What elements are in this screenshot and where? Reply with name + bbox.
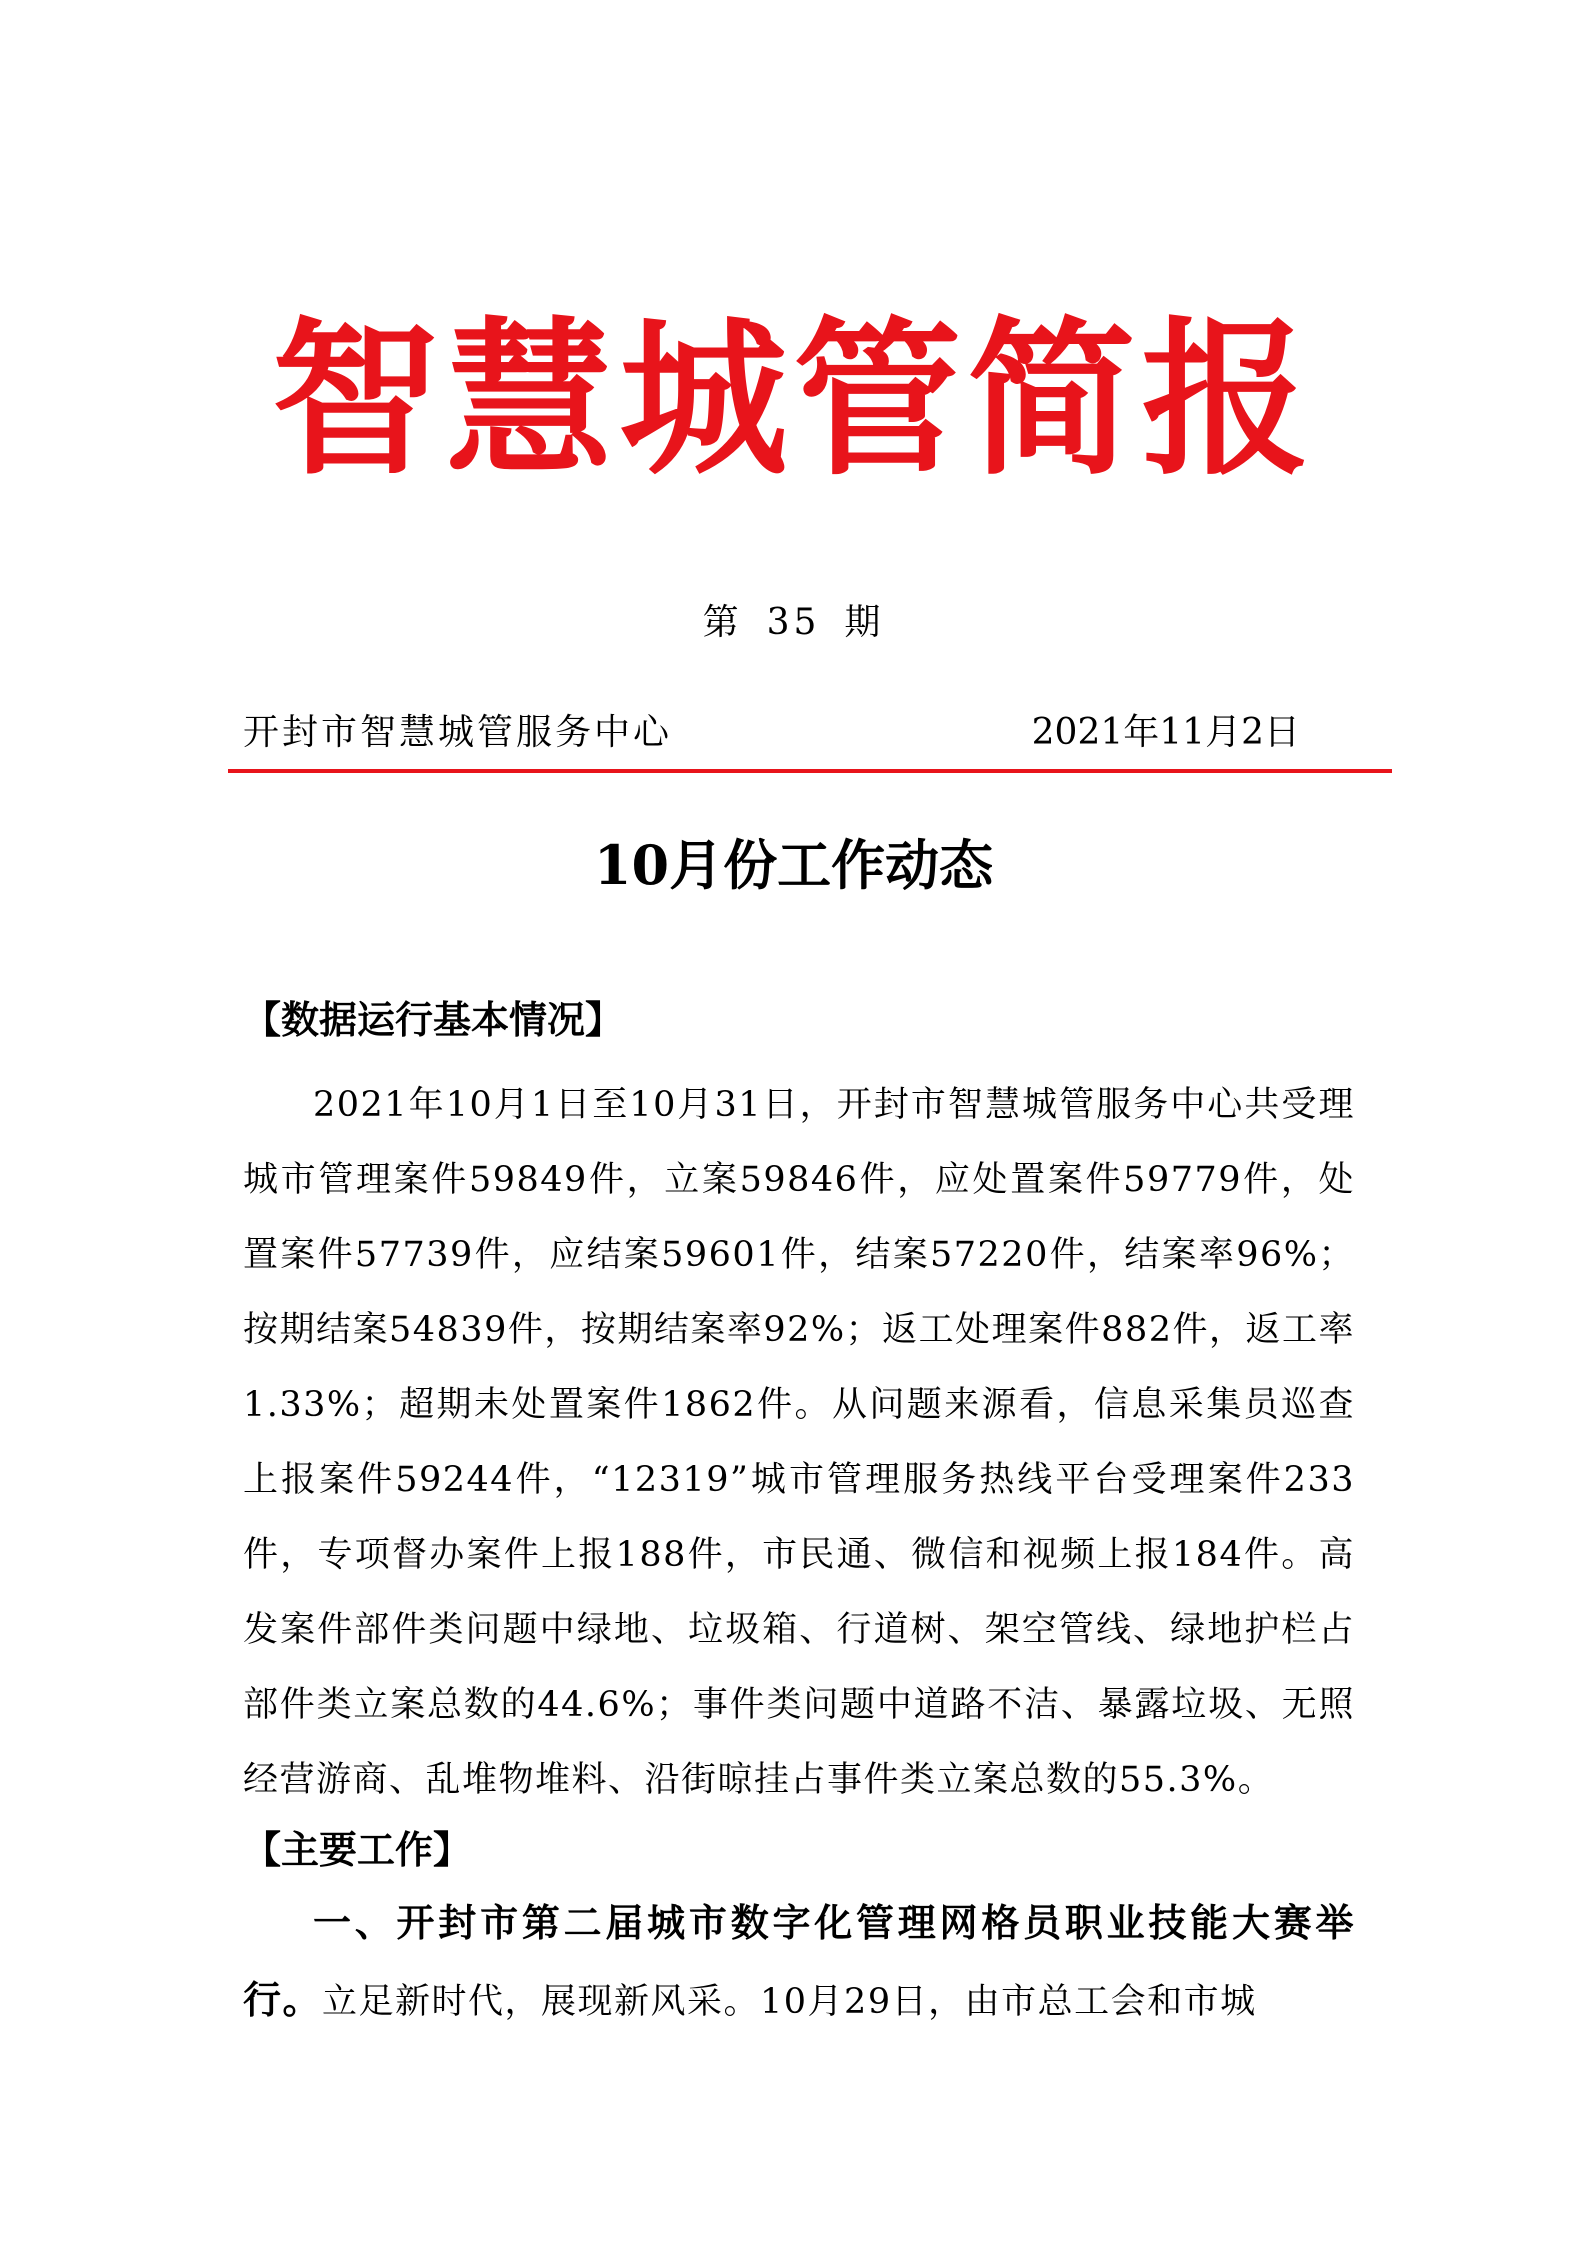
issue-value: 35 [766,602,821,643]
section-heading-data-overview: 【数据运行基本情况】 [243,998,624,1042]
data-overview-paragraph: 2021年10月1日至10月31日，开封市智慧城管服务中心共受理城市管理案件59849件，立案59846件，应处置案件59779件，处置案件57739件，应结案59601件，结案57220件，结案率96%；按期结案54839件，按期结案率92%；返工处理案件882件，返工率1.33%；超期未处置案件1862件。从问题来源看，信息采集员巡查上报案件59244件，“12319”城市管理服务热线平台受理案件233件，专项督办案件上报188件，市民通、微信和视频上报184件。高发案件部件类问题中绿地、垃圾箱、行道树、架空管线、绿地护栏占部件类立案总数的44.6%；事件类问题中道路不洁、暴露垃圾、无照经营游商、乱堆物堆料、沿街晾挂占事件类立案总数的55.3%。 [243,1085,1355,1800]
section-heading-main-work: 【主要工作】 [243,1828,472,1872]
masthead-title: 智慧城管简报 [271,302,1316,498]
red-divider [228,769,1392,773]
main-work-item-1-text: 立足新时代，展现新风采。10月29日，由市总工会和市城 [322,1982,1257,2022]
document-title: 10月份工作动态 [593,833,994,897]
issue-number [0,598,1587,648]
organization-name: 开封市智慧城管服务中心 [243,712,673,753]
main-work-item-1-title: 一、开封市第二届城市数字化管理网格员职业技能大赛举行。 [243,1901,1355,2022]
meta-row [243,705,1343,761]
issue-prefix: 第 [702,602,743,643]
issue-suffix: 期 [844,602,885,643]
issue-date: 2021年11月2日 [1031,712,1300,753]
main-work-item-1 [243,1886,1355,2040]
